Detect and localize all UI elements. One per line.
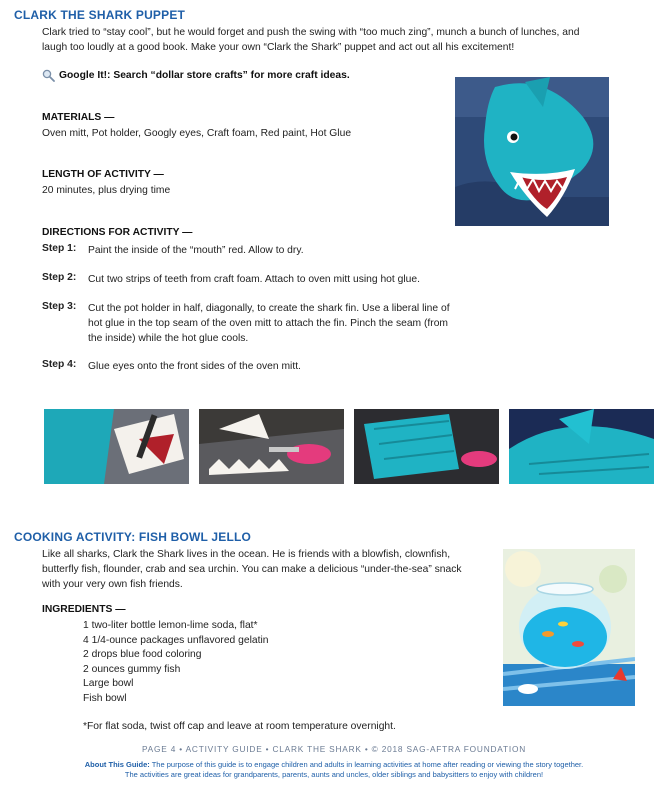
ingredient-item: 1 two-liter bottle lemon-lime soda, flat* (83, 620, 258, 631)
directions-heading: DIRECTIONS FOR ACTIVITY — (42, 227, 193, 238)
about-guide-label: About This Guide: (84, 760, 150, 769)
cooking-intro-line-2: butterfly fish, flounder, crab and sea urchin. You can make a delicious “under-the-sea” snack (42, 564, 462, 575)
step-photo-fin (354, 409, 499, 484)
ingredients-heading: INGREDIENTS — (42, 604, 126, 615)
about-guide-line-2: The activities are great ideas for grandparents, parents, aunts and uncles, older siblings and babysitters to enjoy with children! (124, 770, 544, 779)
ingredient-item: Large bowl (83, 678, 134, 689)
google-tip (42, 68, 350, 82)
fish-bowl-photo (503, 549, 635, 706)
step-3-line-2: hot glue in the top seam of the oven mitt to attach the fin. Pinch the seam (from (88, 318, 449, 329)
about-guide-line-1 (0, 760, 668, 770)
about-guide-text: The purpose of this guide is to engage children and adults in learning activities at home after reading or viewing the story together. (149, 760, 584, 769)
step-4-text: Glue eyes onto the front sides of the oven mitt. (88, 361, 301, 372)
shark-puppet-photo (455, 77, 609, 226)
magnifier-icon (42, 69, 55, 82)
step-photo-painting (44, 409, 189, 484)
step-1-text: Paint the inside of the “mouth” red. Allow to dry. (88, 245, 304, 256)
puppet-intro-line-2: laugh too loudly at a good book. Make your own “Clark the Shark” puppet and act out all his excitement! (42, 42, 515, 53)
cooking-intro-line-3: with your very own fish friends. (42, 579, 183, 590)
ingredient-item: 2 drops blue food coloring (83, 649, 202, 660)
step-2-label: Step 2: (42, 272, 77, 283)
ingredient-item: 2 ounces gummy fish (83, 663, 181, 675)
step-photo-finished-mitt (509, 409, 654, 484)
soda-note: *For flat soda, twist off cap and leave at room temperature overnight. (83, 721, 396, 732)
step-2-text: Cut two strips of teeth from craft foam. Attach to oven mitt using hot glue. (88, 274, 420, 285)
step-3-label: Step 3: (42, 301, 77, 312)
step-1-label: Step 1: (42, 243, 77, 254)
ingredient-item: Fish bowl (83, 692, 127, 704)
about-guide (0, 760, 668, 780)
materials-text: Oven mitt, Pot holder, Googly eyes, Craft foam, Red paint, Hot Glue (42, 128, 352, 139)
step-3-text (88, 301, 488, 346)
step-4-label: Step 4: (42, 359, 77, 370)
section-title-cooking: COOKING ACTIVITY: FISH BOWL JELLO (14, 530, 252, 544)
step-3-line-1: Cut the pot holder in half, diagonally, to create the shark fin. Use a liberal line of (88, 303, 450, 314)
materials-heading: MATERIALS — (42, 112, 115, 123)
footer-page-line: PAGE 4 • ACTIVITY GUIDE • CLARK THE SHARK • © 2018 SAG-AFTRA FOUNDATION (141, 744, 527, 754)
length-text: 20 minutes, plus drying time (42, 185, 171, 196)
puppet-intro (42, 25, 642, 55)
step-3-line-3: the inside) while the hot glue cools. (88, 333, 249, 344)
step-photo-cutting (199, 409, 344, 484)
cooking-intro (42, 547, 502, 592)
cooking-intro-line-1: Like all sharks, Clark the Shark lives in the ocean. He is friends with a blowfish, clownfish, (42, 549, 451, 560)
puppet-intro-line-1: Clark tried to “stay cool”, but he would forget and push the swing with “too much zing”, munch a bunch of lunches, and (42, 27, 580, 38)
ingredients-list (83, 619, 268, 706)
google-tip-text: Google It!: Search “dollar store crafts” for more craft ideas. (59, 69, 350, 81)
section-title-puppet: CLARK THE SHARK PUPPET (14, 8, 186, 22)
length-heading: LENGTH OF ACTIVITY — (42, 169, 164, 180)
ingredient-item: 4 1/4-ounce packages unflavored gelatin (83, 634, 269, 646)
